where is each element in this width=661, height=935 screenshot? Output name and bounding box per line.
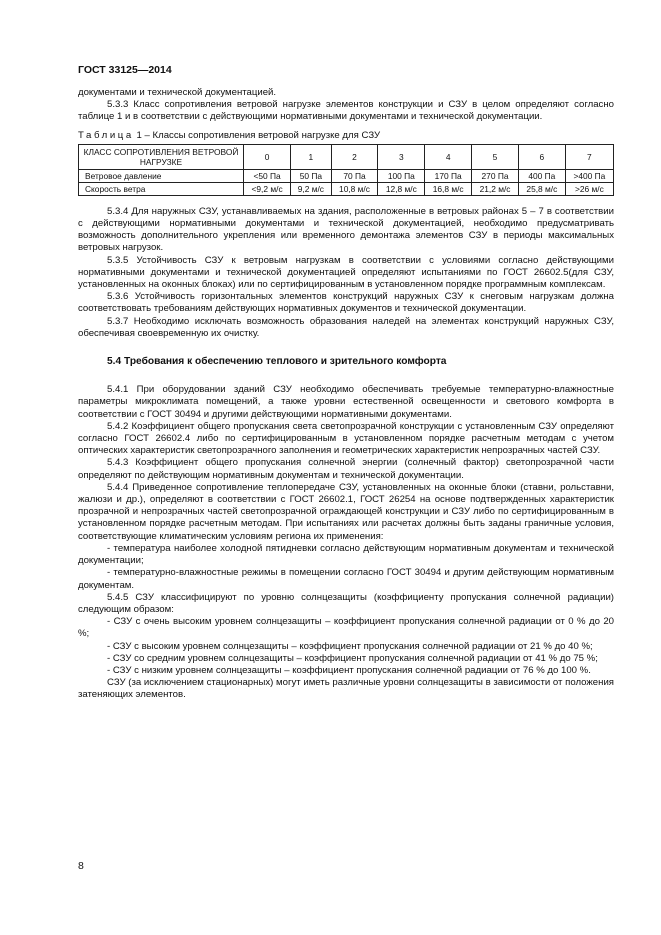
table-cell: 70 Па: [331, 169, 378, 182]
table-caption-text: 1 – Классы сопротивления ветровой нагрузке для СЗУ: [136, 129, 381, 141]
paragraph: 5.3.5 Устойчивость СЗУ к ветровым нагрузкам в соответствии с условиями согласно действующими нормативными документами и технической документацией определяют испытаниями по ГОСТ 26602.5(для СЗУ, установленных на оконных блоках) или по сертифицированным в установленном порядке программным комплексам.: [78, 254, 614, 291]
table-header-cell: 4: [425, 144, 472, 169]
section-heading: 5.4 Требования к обеспечению теплового и зрительного комфорта: [107, 356, 447, 368]
table-header-cell: 6: [518, 144, 565, 169]
table-cell: 10,8 м/с: [331, 182, 378, 195]
table-header-cell: 1: [291, 144, 331, 169]
table-row-label: Ветровое давление: [79, 169, 244, 182]
list-item: - температурно-влажностные режимы в помещении согласно ГОСТ 30494 и другим действующим нормативным документам.: [78, 567, 614, 591]
paragraph: 5.3.3 Класс сопротивления ветровой нагрузке элементов конструкции и СЗУ в целом определяют согласно таблице 1 и в соответствии с действующими нормативными документами и технической документации.: [78, 99, 614, 123]
page-number: 8: [78, 860, 84, 872]
list-item: - температура наиболее холодной пятидневки согласно действующим нормативным документам и технической документации;: [78, 542, 614, 567]
paragraph: 5.4.3 Коэффициент общего пропускания солнечной энергии (солнечный фактор) светопрозрачной части определяют по действующим нормативным документам и технической документации.: [78, 457, 614, 481]
paragraph: 5.3.7 Необходимо исключать возможность образования наледей на элементах конструкций наружных СЗУ, обеспечивая своевременную их очистку.: [78, 315, 614, 339]
table-cell: >26 м/с: [565, 182, 613, 195]
table-cell: 21,2 м/с: [472, 182, 519, 195]
page-content: [78, 87, 614, 702]
table-cell: <9,2 м/с: [244, 182, 291, 195]
table-cell: <50 Па: [244, 169, 291, 182]
table-cell: 25,8 м/с: [518, 182, 565, 195]
paragraph: 5.3.4 Для наружных СЗУ, устанавливаемых на здания, расположенные в ветровых районах 5 – 7 в соответствии с действующими нормативными документами и технической документацией, необходимо предусматривать возможность дополнительного укрепления или временного демонтажа элементов СЗУ в периоды максимальных ветровых нагрузок.: [78, 205, 614, 254]
table-header-row: [79, 144, 614, 169]
table-cell: 170 Па: [425, 169, 472, 182]
table-cell: 12,8 м/с: [378, 182, 425, 195]
table-cell: >400 Па: [565, 169, 613, 182]
table-row-label: Скорость ветра: [79, 182, 244, 195]
list-item: - СЗУ с высоким уровнем солнцезащиты – коэффициент пропускания солнечной радиации от 21 % до 40 %;: [107, 640, 593, 652]
paragraph: 5.4.5 СЗУ классифицируют по уровню солнцезащиты (коэффициенту пропускания солнечной радиации) следующим образом:: [78, 591, 614, 615]
table-header-cell: 2: [331, 144, 378, 169]
table-cell: 400 Па: [518, 169, 565, 182]
table-header-cell: 3: [378, 144, 425, 169]
table-cell: 50 Па: [291, 169, 331, 182]
paragraph: документами и технической документацией.: [78, 87, 277, 98]
paragraph: СЗУ (за исключением стационарных) могут иметь различные уровни солнцезащиты в зависимости от положения затеняющих элементов.: [78, 677, 614, 701]
table-header-cell: 7: [565, 144, 613, 169]
table-row: [79, 169, 614, 182]
table-header-cell: 0: [244, 144, 291, 169]
paragraph: 5.3.6 Устойчивость горизонтальных элементов конструкций наружных СЗУ к снеговым нагрузкам должна соответствовать требованиям действующих нормативных документов и технической документации.: [78, 291, 614, 315]
table-cell: 16,8 м/с: [425, 182, 472, 195]
table-header-cell: КЛАСС СОПРОТИВЛЕНИЯ ВЕТРОВОЙ НАГРУЗКЕ: [79, 144, 244, 169]
table-header-cell: 5: [472, 144, 519, 169]
table-caption-prefix: Таблица: [78, 129, 134, 141]
table-caption: [78, 130, 614, 142]
paragraph: 5.4.4 Приведенное сопротивление теплопередаче СЗУ, установленных на оконные блоки (ставни, рольставни, жалюзи и др.), определяют в соответствии с ГОСТ 26602.1, ГОСТ 26254 на основе подтвержденных характеристик прозрачной и непрозрачных частей светопрозрачной ограждающей конструкции и СЗУ либо по сертифицированным в установленном порядке расчетным методам. При испытаниях или расчетах должны быть заданы граничные условия, соответствующие климатическим условиям региона их применения:: [78, 481, 614, 542]
list-item: - СЗУ со средним уровнем солнцезащиты – коэффициент пропускания солнечной радиации от 41 % до 75 %;: [107, 652, 598, 664]
paragraph: 5.4.1 При оборудовании зданий СЗУ необходимо обеспечивать требуемые температурно-влажностные параметры микроклимата помещений, а также уровни естественной освещенности и светового комфорта в соответствии с ГОСТ 30494 и другими действующими нормативными документами.: [78, 384, 614, 420]
table-cell: 9,2 м/с: [291, 182, 331, 195]
table-row: [79, 182, 614, 195]
list-item: - СЗУ с очень высоким уровнем солнцезащиты – коэффициент пропускания солнечной радиации от 0 % до 20 %;: [78, 616, 614, 640]
table-cell: 270 Па: [472, 169, 519, 182]
table-cell: 100 Па: [378, 169, 425, 182]
wind-load-table: [78, 144, 614, 196]
document-header: ГОСТ 33125—2014: [78, 64, 172, 76]
list-item: - СЗУ с низким уровнем солнцезащиты – коэффициент пропускания солнечной радиации от 76 % до 100 %.: [107, 664, 591, 676]
paragraph: 5.4.2 Коэффициент общего пропускания света светопрозрачной конструкции с установленным СЗУ определяют согласно ГОСТ 26602.4 либо по сертифицированным в установленном порядке расчетным методам с учетом оптических характеристик светопрозрачного заполнения и геометрических характеристик непрозрачных частей СЗУ.: [78, 420, 614, 457]
